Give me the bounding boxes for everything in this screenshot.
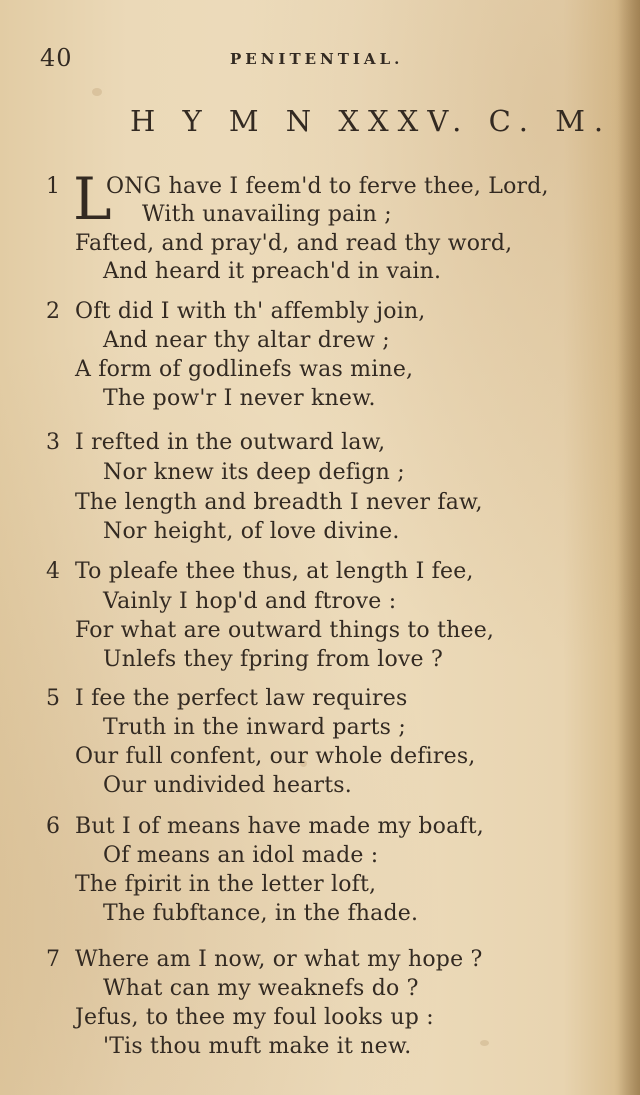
foxing-spot [480,1040,489,1046]
stanza-number: 1 [46,174,60,199]
verse-line: To pleafe thee thus, at length I fee, [75,559,474,584]
verse-line: Where am I now, or what my hope ? [75,947,483,972]
running-head: PENITENTIAL. [230,50,404,68]
stanza-number: 7 [46,947,60,972]
verse-line: Truth in the inward parts ; [103,715,406,740]
verse-line: For what are outward things to thee, [75,618,495,643]
verse-line: The fubftance, in the fhade. [103,901,419,926]
verse-line: I fee the perfect law requires [75,686,408,711]
verse-line: With unavailing pain ; [142,202,392,227]
verse-line: The pow'r I never knew. [103,386,376,411]
verse-line: I refted in the outward law, [75,430,386,455]
verse-line: Our full confent, our whole defires, [75,744,476,769]
verse-line: Of means an idol made : [103,843,379,868]
hymn-title: H Y M N XXXV. C. M. [130,104,613,138]
verse-line: Nor knew its deep defign ; [103,460,405,485]
verse-line: Jefus, to thee my foul looks up : [75,1005,434,1030]
verse-line: Vainly I hop'd and ftrove : [103,589,397,614]
verse-line: What can my weaknefs do ? [103,976,419,1001]
verse-line: The length and breadth I never faw, [75,490,483,515]
drop-cap: L [73,165,112,233]
page-edge-shadow [618,0,640,1095]
foxing-spot [92,88,102,96]
verse-line: A form of godlinefs was mine, [75,357,414,382]
verse-line: Unlefs they fpring from love ? [103,647,443,672]
stanza-number: 4 [46,559,60,584]
verse-line: The fpirit in the letter loft, [75,872,377,897]
stanza-number: 2 [46,299,60,324]
stanza-number: 5 [46,686,60,711]
page-number: 40 [40,44,73,72]
verse-line: ONG have I feem'd to ferve thee, Lord, [106,174,549,199]
verse-line: And near thy altar drew ; [103,328,390,353]
verse-line: 'Tis thou muft make it new. [103,1034,412,1059]
verse-line: And heard it preach'd in vain. [103,259,442,284]
verse-line: Oft did I with th' affembly join, [75,299,426,324]
verse-line: But I of means have made my boaft, [75,814,484,839]
verse-line: Nor height, of love divine. [103,519,400,544]
verse-line: Our undivided hearts. [103,773,352,798]
page-header [40,44,600,76]
stanza-number: 3 [46,430,60,455]
verse-line: Fafted, and pray'd, and read thy word, [75,231,513,256]
stanza-number: 6 [46,814,60,839]
